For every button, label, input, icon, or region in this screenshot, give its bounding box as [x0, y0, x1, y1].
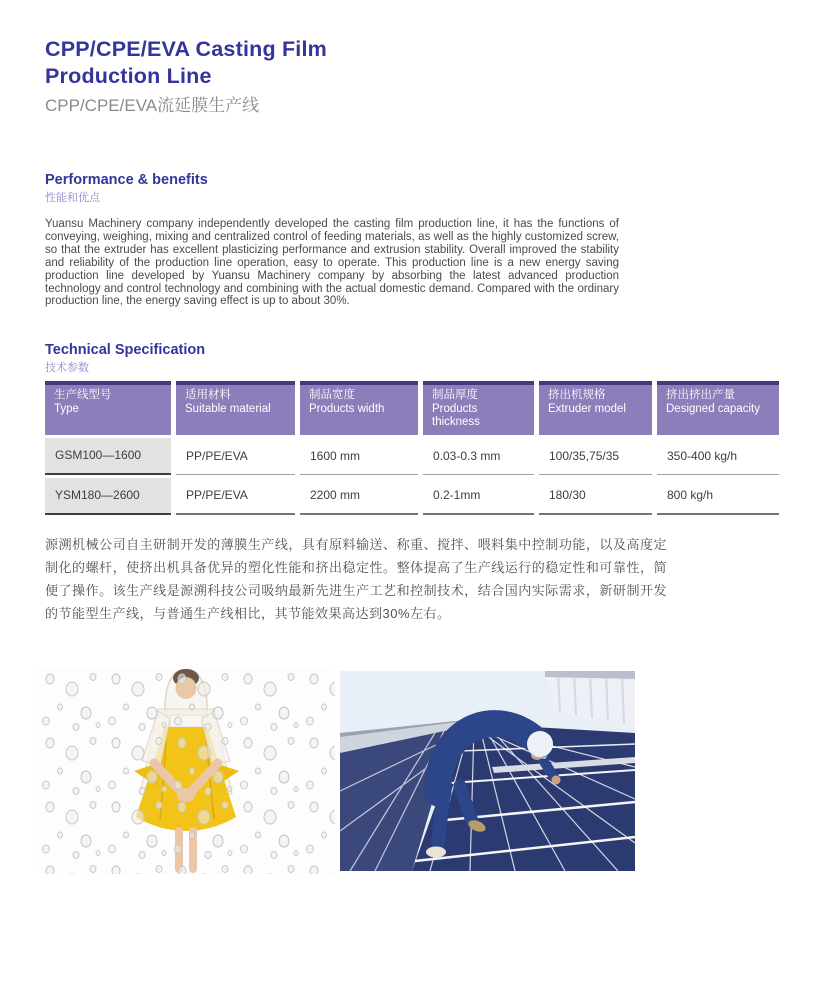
specification-heading-zh: 技术参数 — [45, 362, 89, 375]
page-title-line2: Production Line — [45, 64, 212, 88]
cell-material: PP/PE/EVA — [176, 438, 295, 475]
specification-heading: Technical Specification — [45, 342, 206, 359]
specification-section — [45, 342, 775, 515]
worker-front-leg — [438, 789, 444, 843]
page-header — [45, 36, 775, 116]
description-zh: 源溯机械公司自主研制开发的薄膜生产线，具有原料输送、称重、搅拌、喂料集中控制功能，以及高度定制化的螺杆，使挤出机具备优异的塑化性能和挤出稳定性。整体提高了生产线运行的稳定性和可靠性，简便了操作。该生产线是源溯科技公司吸纳最新先进生产工艺和控制技术，结合国内实际需求，新研制开发的节能型生产线，与普通生产线相比，其节能效果高达到30%左右。 — [45, 536, 667, 621]
solar-panel-worker-photo — [340, 671, 635, 871]
cell-thickness: 0.03-0.3 mm — [423, 438, 534, 475]
table-row — [45, 438, 779, 475]
col-header-extruder-model: 挤出机规格 Extruder model — [539, 381, 652, 435]
cell-width: 1600 mm — [300, 438, 418, 475]
worker-hand — [552, 775, 561, 784]
worker-shoe-white — [426, 846, 446, 857]
photo-strip — [38, 669, 775, 874]
cell-type: YSM180—2600 — [45, 478, 171, 515]
table-row — [45, 478, 779, 515]
performance-section — [45, 172, 775, 308]
raincoat-model-photo — [38, 669, 335, 874]
page-title-line1: CPP/CPE/EVA Casting Film — [45, 37, 327, 61]
performance-heading-zh: 性能和优点 — [45, 192, 100, 204]
spec-table — [45, 381, 779, 515]
col-header-designed-capacity: 挤出挤出产量 Designed capacity — [657, 381, 779, 435]
col-header-products-width: 制品宽度 Products width — [300, 381, 418, 435]
col-header-type: 生产线型号 Type — [45, 381, 171, 435]
cell-thickness: 0.2-1mm — [423, 478, 534, 515]
cell-capacity: 350-400 kg/h — [657, 438, 779, 475]
cell-extruder: 100/35,75/35 — [539, 438, 652, 475]
cell-type: GSM100—1600 — [45, 438, 171, 475]
cell-extruder: 180/30 — [539, 478, 652, 515]
cell-material: PP/PE/EVA — [176, 478, 295, 515]
spec-table-header-row — [45, 381, 779, 435]
performance-body: Yuansu Machinery company independently developed the casting film production line, it has the functions of conveying, weighing, mixing and centralized control of feeding materials, as well as the highly customized screw, so that the extruder has excellent plasticizing performance and extrusion stability. Overall improved the stability and reliability of the production line operation, easy to operate. This production line is a new energy saving production line developed by Yuansu Machinery company by absorbing the latest advanced production technology and control technology and combining with the actual domestic demand. Compared with the ordinary production line, the energy saving effect is up to about 30%. — [45, 218, 619, 308]
cell-capacity: 800 kg/h — [657, 478, 779, 515]
col-header-products-thickness: 制品厚度 Products thickness — [423, 381, 534, 435]
cell-width: 2200 mm — [300, 478, 418, 515]
performance-heading: Performance & benefits — [45, 172, 208, 188]
water-droplets-overlay — [38, 669, 335, 874]
page-title-zh: CPP/CPE/EVA流延膜生产线 — [45, 96, 260, 115]
col-header-suitable-material: 适用材料 Suitable material — [176, 381, 295, 435]
page-title — [45, 36, 775, 90]
